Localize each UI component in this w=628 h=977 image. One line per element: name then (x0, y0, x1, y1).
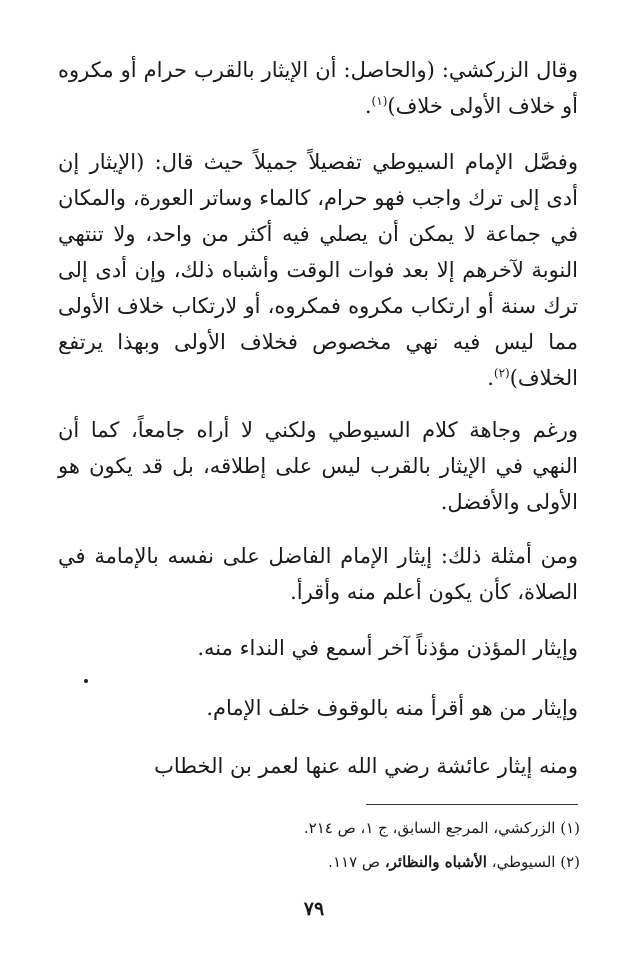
footnote-author: السيوطي، (491, 853, 556, 871)
footnote-divider (366, 804, 578, 805)
paragraph-text: وفصَّل الإمام السيوطي تفصيلاً جميلاً حيث قال: (الإيثار إن أدى إلى ترك واجب فهو حرام، كالماء وساتر العورة، والمكان في جماعة لا يمكن أن يصلي فيه أكثر من واحد، ولا تنتهي النوبة لآخرهم إلا بعد فوات الوقت وأشباه ذلك، وإن أدى إلى ترك سنة أو ارتكاب مكروه فمكروه، أو لارتكاب خلاف الأولى مما ليس فيه نهي مخصوص فخلاف الأولى وبهذا يرتفع الخلاف) (58, 150, 578, 390)
footnote-page: ص ١١٧. (328, 853, 381, 871)
footnote-text: الزركشي، المرجع السابق، ج ١، ص ٢١٤. (303, 819, 556, 837)
paragraph-text: ومنه إيثار عائشة رضي الله عنها لعمر بن الخطاب (154, 754, 578, 778)
paragraph-examples (58, 538, 578, 610)
paragraph-text: ورغم وجاهة كلام السيوطي ولكني لا أراه جامعاً، كما أن النهي في الإيثار بالقرب ليس على إطلاقه، بل قد يكون هو الأولى والأفضل. (58, 418, 578, 514)
footnote-ref-2[interactable]: (٢) (493, 366, 510, 380)
footnote-number: (١) (560, 819, 580, 837)
page-number: ٧٩ (303, 898, 325, 920)
paragraph-aisha (58, 748, 578, 784)
paragraph-text: ومن أمثلة ذلك: إيثار الإمام الفاضل على نفسه بالإمامة في الصلاة، كأن يكون أعلم منه وأقرأ. (58, 544, 578, 604)
footnote-book-title: الأشباه والنظائر، (384, 853, 487, 871)
stray-dot (84, 679, 88, 683)
paragraph-end: . (364, 94, 372, 118)
paragraph-text: وقال الزركشي: (والحاصل: أن الإيثار بالقرب حرام أو مكروه أو خلاف الأولى خلاف) (58, 58, 578, 118)
footnote-number: (٢) (560, 853, 580, 871)
paragraph-text: وإيثار من هو أقرأ منه بالوقوف خلف الإمام. (206, 696, 578, 720)
paragraph-critique (58, 412, 578, 520)
paragraph-muadhin (58, 630, 578, 666)
footnote-2 (58, 850, 580, 874)
paragraph-end: . (487, 366, 494, 390)
paragraph-text: وإيثار المؤذن مؤذناً آخر أسمع في النداء منه. (197, 636, 578, 660)
paragraph-suyuti (58, 144, 578, 396)
footnote-1 (58, 816, 580, 840)
paragraph-zarkashi (58, 52, 578, 124)
paragraph-reciter (58, 690, 578, 726)
footnote-ref-1[interactable]: (١) (371, 94, 388, 108)
